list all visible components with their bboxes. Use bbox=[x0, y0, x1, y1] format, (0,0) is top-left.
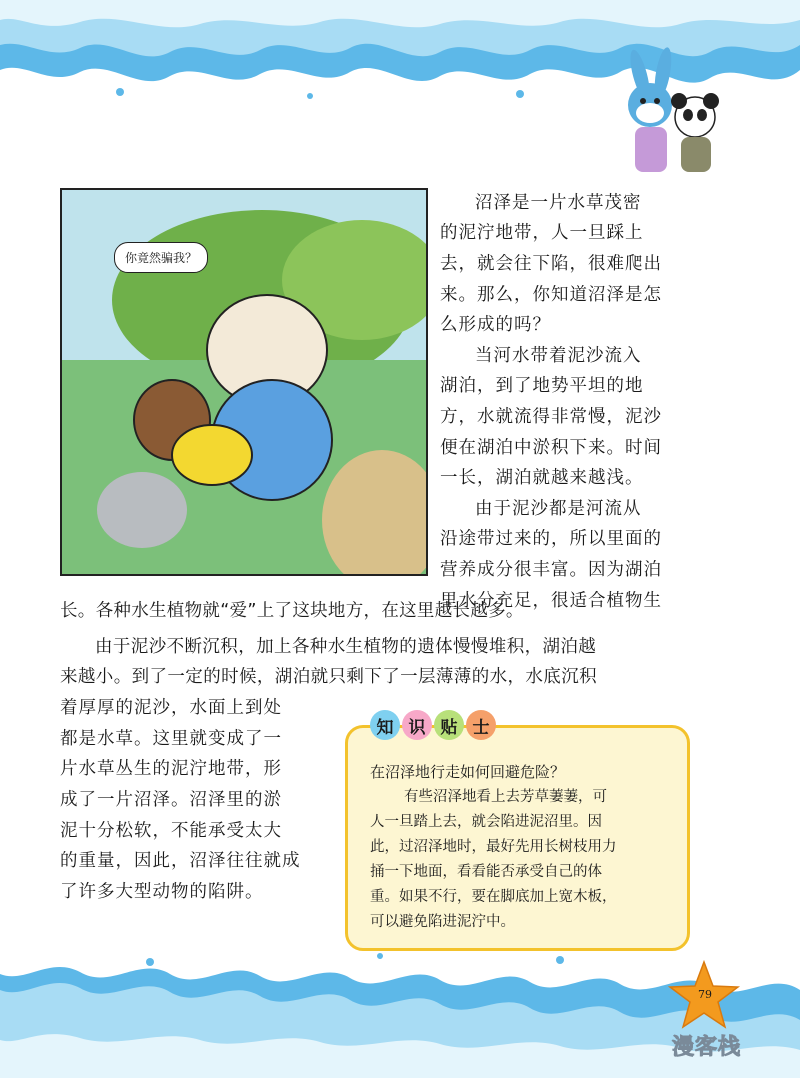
speech-bubble: 你竟然骗我？ bbox=[114, 242, 208, 273]
tip-body-line-2: 人一旦踏上去，就会陷进泥沼里。因 bbox=[370, 814, 602, 830]
paragraph-2-line-1: 当河水带着泥沙流入 bbox=[475, 346, 642, 366]
paragraph-4-line-7: 泥十分松软，不能承受太大 bbox=[60, 821, 282, 841]
tip-body bbox=[370, 785, 617, 935]
paragraph-2-line-2: 湖泊，到了地势平坦的地 bbox=[440, 376, 644, 396]
paragraph-1-line-4: 来。那么，你知道沼泽是怎 bbox=[440, 285, 662, 305]
tip-body-line-3: 此，过沼泽地时，最好先用长树枝用力 bbox=[370, 839, 617, 855]
tip-body-line-6: 可以避免陷进泥泞中。 bbox=[370, 914, 515, 930]
paragraph-4-line-6: 成了一片沼泽。沼泽里的淤 bbox=[60, 790, 282, 810]
paragraph-4-line-4: 都是水草。这里就变成了一 bbox=[60, 729, 282, 749]
paragraph-4-line-9: 了许多大型动物的陷阱。 bbox=[60, 882, 264, 902]
tip-question: 在沼泽地行走如何回避危险？ bbox=[370, 763, 566, 781]
tip-title-char-1: 知 bbox=[370, 710, 400, 740]
paragraph-3-line-3: 营养成分很丰富。因为湖泊 bbox=[440, 560, 662, 580]
tip-body-line-5: 重。如果不行，要在脚底加上宽木板， bbox=[370, 889, 617, 905]
tip-title-char-4: 士 bbox=[466, 710, 496, 740]
paragraph-1-line-3: 去，就会往下陷，很难爬出 bbox=[440, 254, 662, 274]
watermark-logo: 漫客栈 bbox=[672, 1035, 742, 1060]
paragraph-1-line-5: 么形成的吗？ bbox=[440, 315, 551, 335]
tip-body-line-1: 有些沼泽地看上去芳草萋萋，可 bbox=[404, 789, 607, 805]
mascot-characters-illustration bbox=[595, 45, 745, 175]
paragraph-3-line-2: 沿途带过来的，所以里面的 bbox=[440, 529, 662, 549]
paragraph-3-line-5: 长。各种水生植物就“爱”上了这块地方，在这里越长越多。 bbox=[60, 601, 524, 621]
paragraph-3-line-1: 由于泥沙都是河流从 bbox=[475, 499, 642, 519]
paragraph-4-line-8: 的重量，因此，沼泽往往就成 bbox=[60, 851, 301, 871]
tip-title-char-2: 识 bbox=[402, 710, 432, 740]
comic-panel bbox=[60, 188, 428, 576]
page-number: 79 bbox=[698, 988, 712, 1001]
paragraph-1-line-2: 的泥泞地带，人一旦踩上 bbox=[440, 223, 644, 243]
tip-title-char-3: 贴 bbox=[434, 710, 464, 740]
paragraph-4-line-2: 来越小。到了一定的时候，湖泊就只剩下了一层薄薄的水，水底沉积 bbox=[60, 667, 597, 687]
paragraph-2-line-3: 方，水就流得非常慢，泥沙 bbox=[440, 407, 662, 427]
paragraph-1-line-1: 沼泽是一片水草茂密 bbox=[475, 193, 642, 213]
paragraph-2-line-5: 一长，湖泊就越来越浅。 bbox=[440, 468, 644, 488]
paragraph-4-line-1: 由于泥沙不断沉积，加上各种水生植物的遗体慢慢堆积，湖泊越 bbox=[95, 637, 597, 657]
paragraph-2-line-4: 便在湖泊中淤积下来。时间 bbox=[440, 438, 662, 458]
knowledge-tip-title bbox=[370, 710, 496, 740]
paragraph-3-line-4: 里水分充足，很适合植物生 bbox=[440, 591, 662, 611]
paragraph-4-line-3: 着厚厚的泥沙，水面上到处 bbox=[60, 698, 282, 718]
paragraph-4-line-5: 片水草丛生的泥泞地带，形 bbox=[60, 759, 282, 779]
tip-body-line-4: 捅一下地面，看看能否承受自己的体 bbox=[370, 864, 602, 880]
